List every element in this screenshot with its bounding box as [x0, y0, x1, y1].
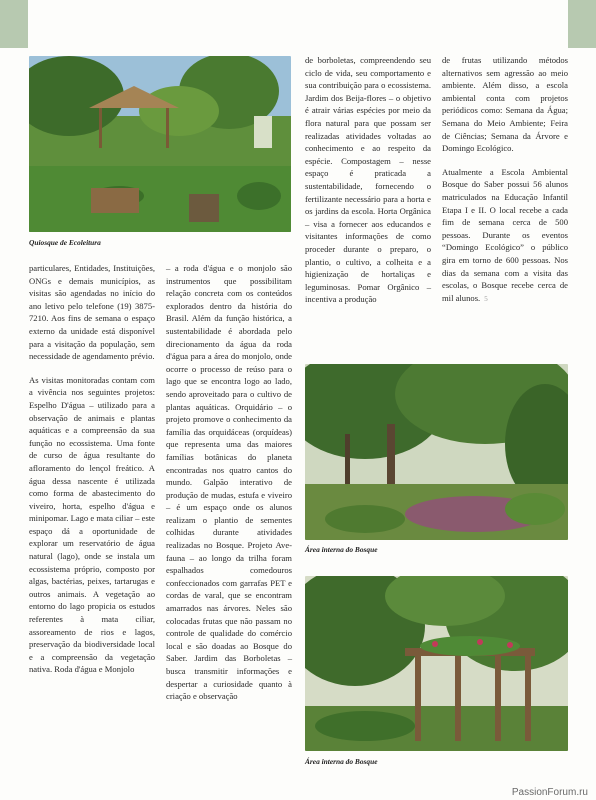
- paragraph: de frutas utilizando métodos alternativos sem agressão ao meio ambiente. Além disso, a escola ambiental conta com projetos periódicos como: Semana da Água; Semana do Meio Ambiente; Feira de Ciências; Semana da Árvore e Domingo Ecológico.: [442, 55, 568, 154]
- photo-quiosque: [29, 56, 291, 232]
- page-number: 5: [484, 294, 488, 303]
- corner-tab-left: [0, 0, 28, 48]
- paragraph: particulares, Entidades, Instituições, ONGs e demais municípios, as visitas são agendadas no início do ano letivo pelo telefone (19) 3875-7210. Aos fins de semana o espaço externo da unidade está disponível para a visitação da população, sem necessidade de agendamento prévio.: [29, 263, 155, 362]
- watermark: PassionForum.ru: [511, 787, 588, 798]
- paragraph: de borboletas, compreendendo seu ciclo de vida, seu comportamento e sua contribuição para o ecossistema. Jardim dos Beija-flores – o objetivo é atrair várias espécies por meio da flora natural para que possam ser realizadas atividades voltadas ao conhecimento e ao respeito da espécie. Compostagem – nesse espaço é praticada a sustentabilidade, fornecendo o fertilizante necessário para a horta e os jardins da escola. Horta Orgânica – visa a fornecer aos educandos e visitantes informações de como proceder durante o preparo, o plantio, o cultivo, a colheita e a higienização de hortaliças e leguminosas. Pomar Orgânico – incentiva a produção: [305, 55, 431, 305]
- caption-area-interna-1: Área interna do Bosque: [305, 545, 378, 554]
- paragraph: – a roda d'água e o monjolo são instrumentos que possibilitam relação concreta com os conteúdos explorados dentro da história do Brasil. Além da função histórica, a sustentabilidade é abordada pelo direcionamento da água da roda d'água para a área do monjolo, onde ocorre o processo de reúso para o lago que se encontra logo ao lado, sendo aproveitado para o cultivo de plantas aquáticas. Orquidário – o projeto promove o conhecimento da família das orquidáceas (orquídeas) que representa uma das maiores famílias botânicas do planeta encontradas nos quatro cantos do mundo. Galpão interativo de produção de mudas, estufa e viveiro – é um espaço onde os alunos realizam o plantio de sementes colhidas durante atividades realizadas no Bosque. Projeto Ave-fauna – ao longo da trilha foram espalhados comedouros confeccionados com garrafas PET e cordas de varal, que se encontram amarrados nas árvores. Neles são colocadas frutas que não passam no controle de qualidade do comércio local e são doadas ao Bosque do Saber. Jardim das Borboletas – busca transmitir informações e despertar a curiosidade quanto à criação e observação: [166, 263, 292, 702]
- photo-area-interna-1: [305, 364, 568, 540]
- caption-quiosque: Quiosque de Ecoleitura: [29, 238, 101, 247]
- text-column-2: [166, 262, 292, 703]
- paragraph: [442, 166, 568, 306]
- paragraph-text: Atualmente a Escola Ambiental Bosque do Saber possui 56 alunos matriculados na Educação Infantil Etapa I e II. O local recebe a cada fim de semana cerca de 500 pessoas. Durante os eventos “Domingo Ecológico” o público gira em torno de 600 pessoas. Nos dias da semana com a visita das escolas, o Bosque recebe cerca de mil alunos.: [442, 166, 568, 303]
- photo-area-interna-2: [305, 576, 568, 751]
- text-column-3: [305, 54, 431, 306]
- text-column-4: [442, 54, 568, 305]
- paragraph: As visitas monitoradas contam com a vivência nos seguintes projetos: Espelho D'água – utilizado para a observação de animais e plantas aquáticas e a compreensão da sua função no ecossistema. Uma fonte de curso de água resultante do afloramento do lençol freático. A água dessa nascente é utilizada como forma de abastecimento do viveiro, horta, espelho d'água e minipomar. Lago e mata ciliar – este espaço dá a oportunidade de explorar um reservatório de água natural (lago), onde se instala um ecossistema próprio, composto por algas, bactérias, peixes, tartarugas e outros animais. A vegetação ao entorno do lago propicia os estudos referentes à mata ciliar, assoreamento de rios e lagos, preservação da biodiversidade local e a compreensão da vegetação nativa. Roda d'água e Monjolo: [29, 374, 155, 675]
- corner-tab-right: [568, 0, 596, 48]
- caption-area-interna-2: Área interna do Bosque: [305, 757, 378, 766]
- text-column-1: [29, 262, 155, 676]
